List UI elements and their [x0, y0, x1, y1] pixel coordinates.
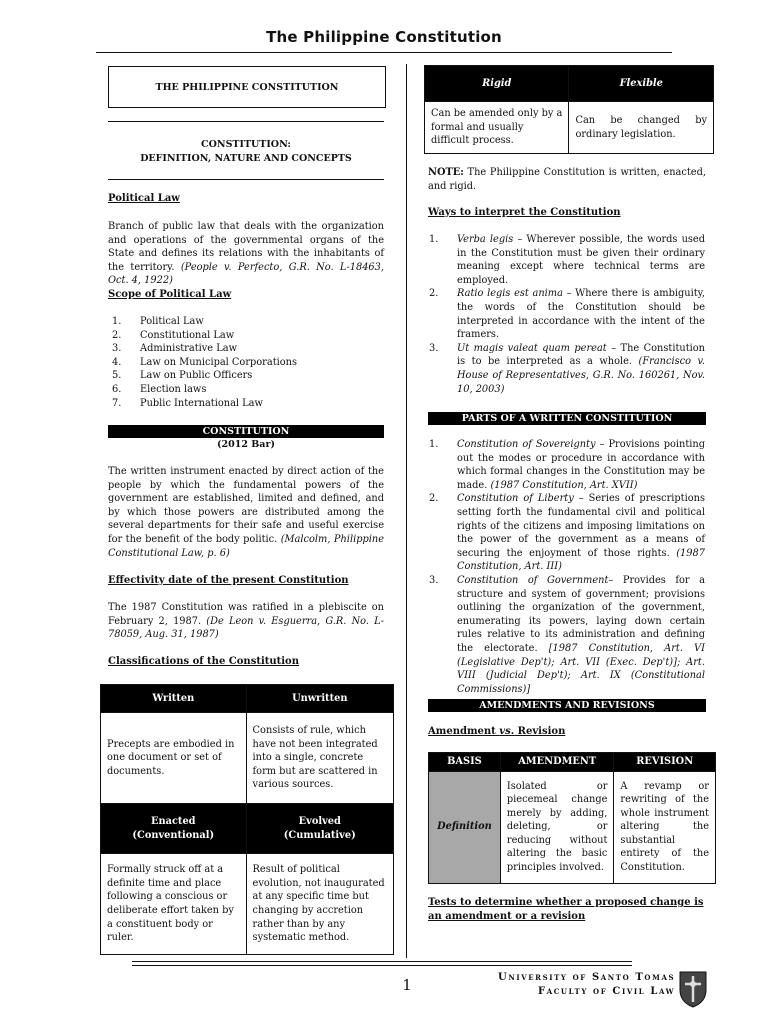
effectivity-text: The 1987 Constitution was ratified in a plebiscite on February 2, 1987. — [108, 602, 384, 627]
footer-rule-top — [132, 961, 632, 962]
note-label: NOTE: — [428, 167, 464, 178]
list-item: 3. Ut magis valeat quam pereat – The Constitution is to be interpreted as a whole. (Francisco v. House of Representatives, G.R. No. 160261, Nov. 10, 2003) — [429, 342, 705, 395]
table-header-evolved: Evolved (Cumulative) — [246, 804, 393, 854]
table-header-written: Written — [101, 685, 247, 713]
list-item: 7. Public International Law — [112, 397, 263, 409]
header-rule — [96, 52, 672, 53]
table-header-unwritten: Unwritten — [246, 685, 393, 713]
interpret-heading: Ways to interpret the Constitution — [428, 207, 621, 218]
classifications-table — [100, 684, 394, 955]
constitution-heading-bar: CONSTITUTION — [108, 425, 384, 438]
effectivity-heading: Effectivity date of the present Constitution — [108, 575, 349, 586]
table-header-rigid: Rigid — [425, 66, 569, 102]
list-item: 1. Verba legis – Wherever possible, the words used in the Constitution must be given their ordinary meaning except where technical terms are employed. — [429, 234, 705, 286]
scope-list — [112, 315, 382, 410]
list-item: 2. Constitution of Liberty – Series of prescriptions setting forth the fundamental civil and political rights of the citizens and imposing limitations on the power of the government as a means of securing the enjoyment of those rights. (1987 Constitution, Art. III) — [429, 493, 705, 573]
table-cell-flexible: Can be changed by ordinary legislation. — [569, 102, 714, 154]
parts-heading-bar: PARTS OF A WRITTEN CONSTITUTION — [428, 412, 706, 425]
section-rule-bottom — [108, 179, 384, 180]
section-title — [108, 138, 384, 166]
section-title-line-2: DEFINITION, NATURE AND CONCEPTS — [140, 153, 352, 164]
document-title-box: THE PHILIPPINE CONSTITUTION — [108, 66, 386, 108]
list-item: 2. Constitutional Law — [112, 329, 235, 341]
university-line-2: Faculty of Civil Law — [538, 986, 676, 997]
list-item: 5. Law on Public Officers — [112, 370, 253, 382]
constitution-text: The written instrument enacted by direct action of the people by which the fundamental powers of the government are established, limited and defined, and by which those powers are distributed among the several departments for their safe and useful exercise for the benefit of the body politic. — [108, 466, 384, 545]
list-item: 4. Law on Municipal Corporations — [112, 356, 298, 368]
table-cell-written: Precepts are embodied in one document or set of documents. — [101, 713, 247, 804]
table-header-amendment: AMENDMENT — [500, 753, 614, 772]
column-divider — [406, 64, 407, 958]
tests-heading: Tests to determine whether a proposed change is an amendment or a revision — [428, 897, 704, 922]
parts-list — [429, 438, 705, 696]
amendment-revision-table — [428, 752, 716, 884]
table-row-label-definition: Definition — [429, 771, 501, 883]
list-item: 1. Political Law — [112, 316, 204, 327]
table-header-revision: REVISION — [614, 753, 716, 772]
political-law-heading: Political Law — [108, 193, 180, 204]
political-law-citation: (People v. Perfecto, G.R. No. L-18463, Oct. 4, 1922) — [108, 261, 385, 287]
page-header-title: The Philippine Constitution — [266, 28, 502, 46]
ust-seal-icon — [678, 968, 708, 1008]
classifications-heading: Classifications of the Constitution — [108, 656, 299, 667]
table-cell-amendment: Isolated or piecemeal change merely by adding, deleting, or reducing without altering the basic principles involved. — [500, 771, 614, 883]
table-cell-unwritten: Consists of rule, which have not been integrated into a single, concrete form but are scattered in various sources. — [246, 713, 393, 804]
note-paragraph — [428, 166, 706, 193]
scope-heading: Scope of Political Law — [108, 289, 232, 300]
table-cell-evolved: Result of political evolution, not inaugurated at any specific time but changing by accretion rather than by any systematic method. — [246, 854, 393, 955]
effectivity-citation: (De Leon v. Esguerra, G.R. No. L-78059, Aug. 31, 1987) — [108, 615, 384, 641]
university-name — [498, 972, 675, 997]
page-number: 1 — [402, 976, 412, 994]
note-text: The Philippine Constitution is written, enacted, and rigid. — [428, 167, 706, 192]
amendment-vs-revision-heading: Amendment vs. Revision — [428, 726, 566, 737]
interpret-list — [429, 233, 705, 396]
footer-rule-bottom — [132, 965, 632, 966]
list-item: 1. Constitution of Sovereignty – Provisions pointing out the modes or procedure in accordance with which formal changes in the Constitution may be made. (1987 Constitution, Art. XVII) — [429, 439, 705, 491]
constitution-definition — [108, 465, 384, 560]
list-item: 3. Constitution of Government– Provides for a structure and system of government; provisions outlining the organization of the government, enumerating its powers, laying down certain rules relative to its administration and defining the electorate. [1987 Constitution, Art. VI (Legislative Dep't); Art. VII (Exec. Dep't)]; Art. VIII (Judicial Dep't); Art. IX (Constitutional Commissions)] — [429, 574, 705, 695]
table-cell-enacted: Formally struck off at a definite time and place following a conscious or deliberate effort taken by a constituent body or ruler. — [101, 854, 247, 955]
table-header-enacted: Enacted (Conventional) — [101, 804, 247, 854]
political-law-paragraph — [108, 220, 384, 288]
university-line-1: University of Santo Tomas — [498, 972, 676, 983]
table-cell-revision: A revamp or rewriting of the whole instrument altering the substantial entirety of the Constitution. — [614, 771, 716, 883]
political-law-text: Branch of public law that deals with the organization and operations of the governmental organs of the State and defines its relations with the inhabitants of the territory. — [108, 221, 384, 273]
section-title-line-1: CONSTITUTION: — [201, 139, 291, 150]
table-header-flexible: Flexible — [569, 66, 714, 102]
rigid-flexible-table — [424, 65, 714, 154]
amendments-heading-bar: AMENDMENTS AND REVISIONS — [428, 699, 706, 712]
effectivity-paragraph — [108, 601, 384, 642]
list-item: 2. Ratio legis est anima – Where there is ambiguity, the words of the Constitution should be interpreted in accordance with the intent of the framers. — [429, 288, 705, 341]
constitution-citation: (Malcolm, Philippine Constitutional Law, p. 6) — [108, 533, 384, 559]
table-header-basis: BASIS — [429, 753, 501, 772]
table-cell-rigid: Can be amended only by a formal and usually difficult process. — [425, 102, 569, 154]
section-rule-top — [108, 121, 384, 122]
list-item: 6. Election laws — [112, 383, 207, 395]
list-item: 3. Administrative Law — [112, 343, 237, 355]
constitution-bar-subtitle: (2012 Bar) — [217, 439, 275, 450]
